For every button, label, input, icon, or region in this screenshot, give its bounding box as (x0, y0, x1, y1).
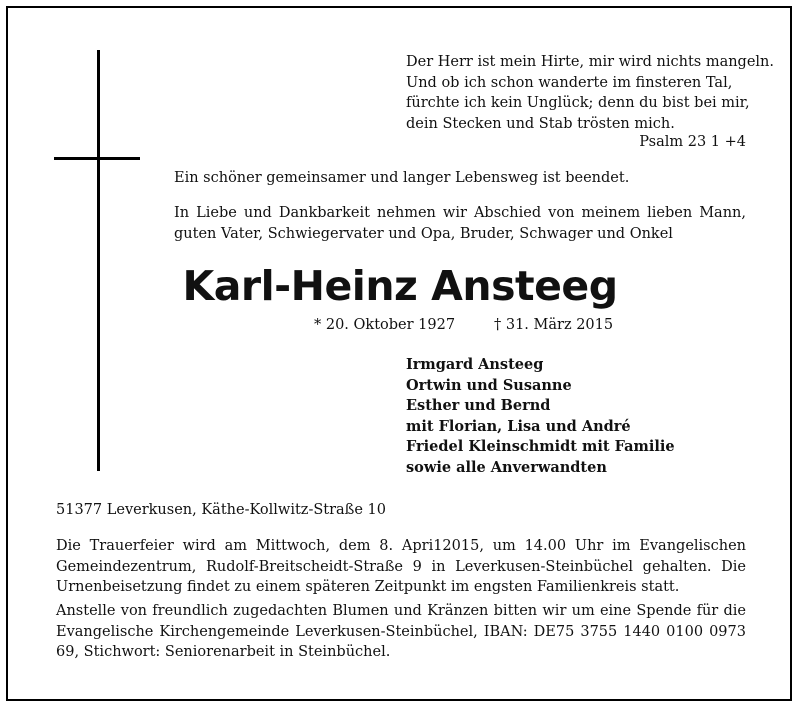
funeral-service-info: Die Trauerfeier wird am Mittwoch, dem 8. Apri12015, um 14.00 Uhr im Evangelischen Gemeindezentrum, Rudolf-Breitscheidt-Straße 9 in Leverkusen-Steinbüchel gehalten. Die Urnenbeisetzung findet zu einem späteren Zeitpunkt im engsten Familienkreis statt. (56, 538, 746, 595)
farewell-text: In Liebe und Dankbarkeit nehmen wir Abschied von meinem lieben Mann, guten Vater, Schwiegervater und Opa, Bruder, Schwager und Onkel (174, 205, 746, 242)
donation-info: Anstelle von freundlich zugedachten Blumen und Kränzen bitten wir um eine Spende für die Evangelische Kirchengemeinde Leverkusen-Steinbüchel, IBAN: DE75 3755 1440 0100 0973 69, Stichwort: Seniorenarbeit in Steinbüchel. (56, 603, 746, 660)
mourner-line: Esther und Bernd (406, 397, 551, 414)
mourner-line: Ortwin und Susanne (406, 376, 572, 394)
mourner-line: Irmgard Ansteeg (406, 356, 544, 373)
cross-icon (97, 50, 100, 471)
mourner-line: Friedel Kleinschmidt mit Familie (406, 438, 675, 455)
intro-text: Ein schöner gemeinsamer und langer Lebensweg ist beendet. (174, 170, 630, 186)
mourners-list (406, 355, 675, 478)
mourner-line: sowie alle Anverwandten (406, 458, 607, 476)
psalm-line: dein Stecken und Stab trösten mich. (406, 115, 675, 132)
birth-date: * 20. Oktober 1927 (314, 317, 456, 333)
cross-icon-bar (54, 157, 140, 160)
psalm-reference: Psalm 23 1 +4 (639, 134, 746, 150)
psalm-line: fürchte ich kein Unglück; denn du bist bei mir, (406, 95, 750, 111)
address: 51377 Leverkusen, Käthe-Kollwitz-Straße 10 (56, 502, 387, 518)
deceased-name: Karl-Heinz Ansteeg (182, 262, 618, 310)
death-date: † 31. März 2015 (494, 317, 614, 333)
psalm-line: Und ob ich schon wanderte im finsteren Tal, (406, 74, 733, 91)
mourner-line: mit Florian, Lisa und André (406, 417, 631, 435)
psalm-line: Der Herr ist mein Hirte, mir wird nichts mangeln. (406, 54, 775, 70)
psalm-quote (406, 52, 774, 134)
